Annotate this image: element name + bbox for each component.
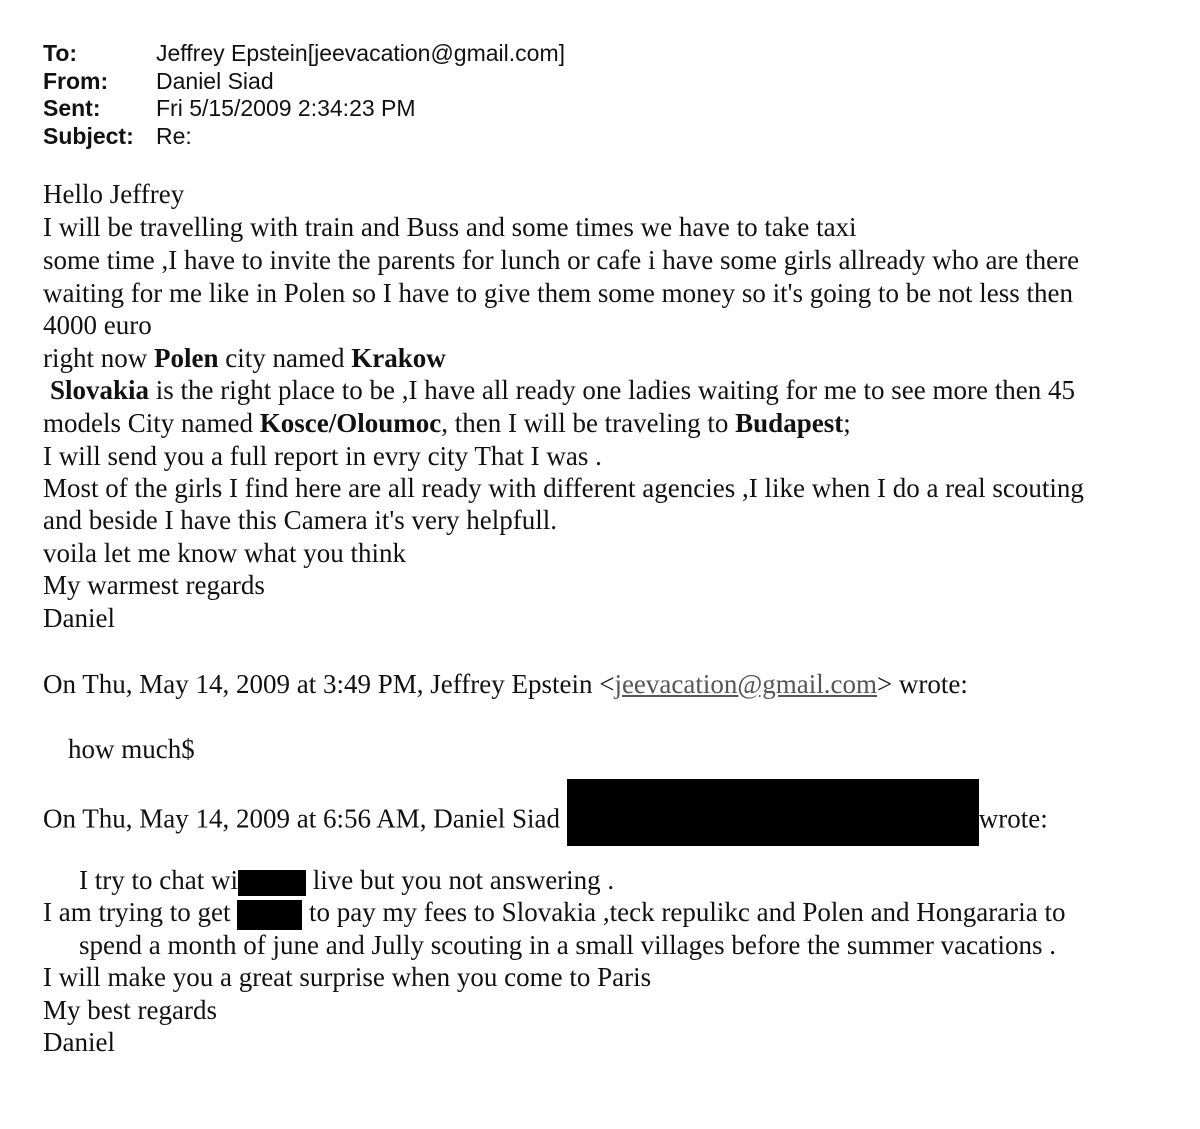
from-value: Daniel Siad bbox=[156, 67, 274, 94]
body-bold-text: Slovakia bbox=[50, 375, 150, 405]
subject-label: Subject: bbox=[43, 122, 134, 149]
body-line: and beside I have this Camera it's very helpfull. bbox=[43, 505, 557, 535]
sent-row bbox=[43, 95, 565, 123]
to-row bbox=[43, 40, 565, 68]
quote-intro-text: wrote: bbox=[978, 803, 1048, 834]
quote-intro-text: On Thu, May 14, 2009 at 6:56 AM, Daniel Siad bbox=[43, 803, 567, 834]
quote-line: My best regards bbox=[43, 995, 217, 1025]
body-text: models City named bbox=[43, 408, 260, 438]
body-text: ; bbox=[843, 408, 851, 438]
subject-value: Re: bbox=[156, 122, 192, 149]
subject-row bbox=[43, 123, 565, 151]
body-bold-text: Krakow bbox=[351, 343, 446, 373]
email-link[interactable]: jeevacation@gmail.com bbox=[614, 669, 877, 699]
redaction-box bbox=[238, 870, 306, 896]
from-label: From: bbox=[43, 67, 109, 94]
signature: Daniel bbox=[43, 603, 115, 633]
body-text: is the right place to be ,I have all ready one ladies waiting for me to see more then 45 bbox=[149, 375, 1075, 405]
body-line: voila let me know what you think bbox=[43, 538, 406, 568]
quote-text: live but you not answering . bbox=[305, 865, 615, 895]
quote-intro bbox=[43, 668, 968, 700]
to-label: To: bbox=[43, 40, 78, 66]
quote-text: to pay my fees to Slovakia ,teck repulikc and Polen and Hongararia to bbox=[302, 897, 1066, 927]
body-line bbox=[43, 407, 851, 439]
quote-intro-text: > wrote: bbox=[876, 669, 968, 699]
body-line: My warmest regards bbox=[43, 570, 265, 600]
quote-intro-text: On Thu, May 14, 2009 at 3:49 PM, Jeffrey Epstein < bbox=[43, 669, 615, 699]
body-bold-text: Kosce/Oloumoc bbox=[259, 408, 442, 438]
redaction-box bbox=[567, 779, 979, 846]
quote-line bbox=[79, 864, 614, 896]
body-line bbox=[50, 374, 1075, 406]
body-bold-text: Budapest bbox=[735, 408, 844, 438]
sent-label: Sent: bbox=[43, 95, 101, 121]
body-line: Hello Jeffrey bbox=[43, 179, 185, 209]
redaction-box bbox=[237, 900, 302, 930]
quote-intro bbox=[43, 797, 1048, 846]
quote-signature: Daniel bbox=[43, 1027, 115, 1057]
body-bold-text: Polen bbox=[154, 343, 219, 373]
body-line: Most of the girls I find here are all ready with different agencies ,I like when I do a real scouting bbox=[43, 473, 1084, 503]
body-line: I will be travelling with train and Buss and some times we have to take taxi bbox=[43, 212, 857, 242]
body-line bbox=[43, 342, 446, 374]
quote-text: I try to chat wi bbox=[79, 865, 238, 895]
body-text: city named bbox=[218, 343, 352, 373]
sent-value: Fri 5/15/2009 2:34:23 PM bbox=[156, 95, 416, 121]
body-line: waiting for me like in Polen so I have to give them some money so it's going to be not less then bbox=[43, 278, 1073, 308]
quote-line: I will make you a great surprise when you come to Paris bbox=[43, 962, 652, 992]
body-line: 4000 euro bbox=[43, 310, 152, 340]
to-value: Jeffrey Epstein[jeevacation@gmail.com] bbox=[156, 40, 566, 66]
body-text: right now bbox=[43, 343, 154, 373]
email-header bbox=[43, 40, 565, 150]
quote-text: I am trying to get bbox=[43, 897, 238, 927]
quote-line bbox=[43, 896, 1066, 930]
body-line: some time ,I have to invite the parents for lunch or cafe i have some girls allready who are there bbox=[43, 245, 1080, 275]
quote-text: how much$ bbox=[68, 734, 195, 764]
quote-line: spend a month of june and Jully scouting in a small villages before the summer vacations . bbox=[79, 930, 1057, 960]
body-text: , then I will be traveling to bbox=[441, 408, 736, 438]
body-line: I will send you a full report in evry city That I was . bbox=[43, 441, 602, 471]
from-row bbox=[43, 68, 565, 96]
